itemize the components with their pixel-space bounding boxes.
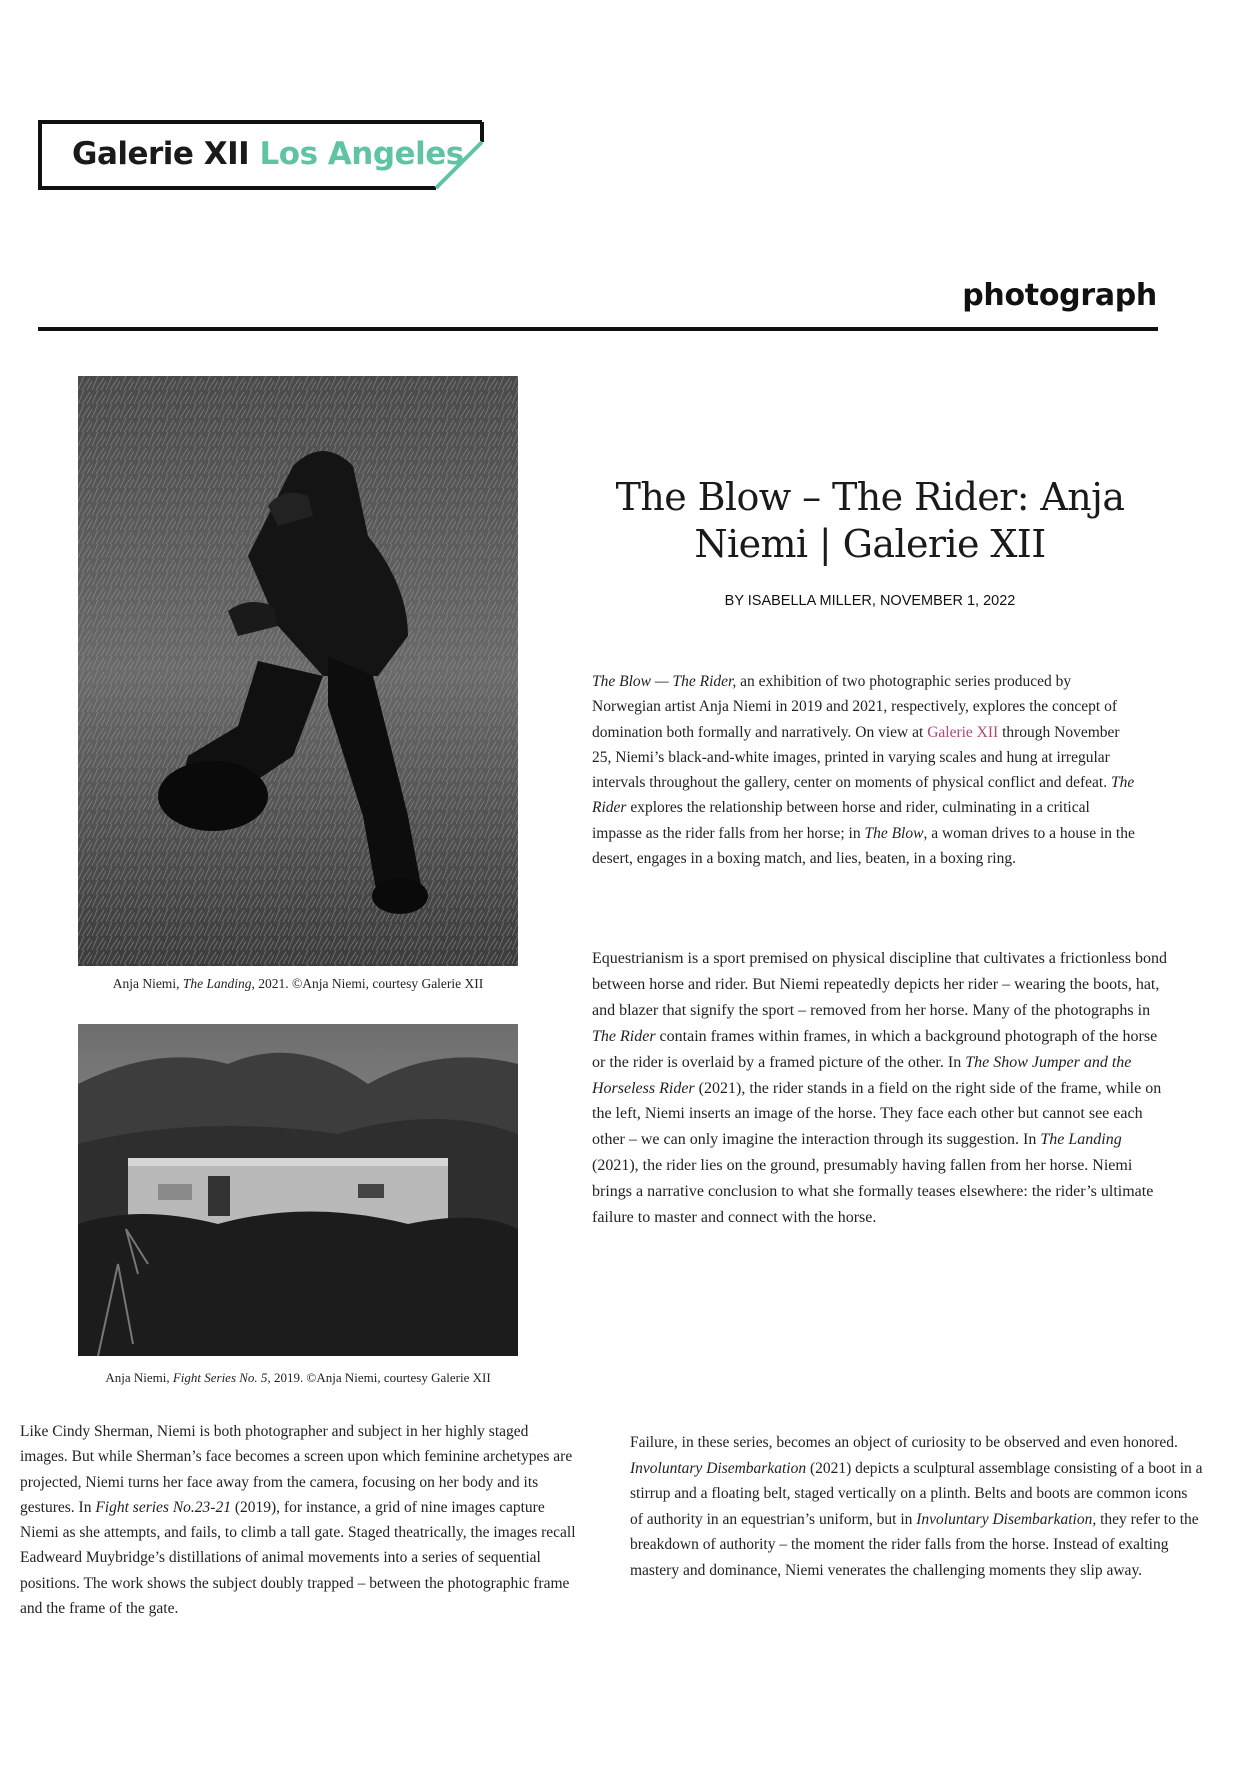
paragraph-text: (2019), for instance, a grid of nine images capture Niemi as she attempts, and fails, to climb a tall gate. Staged theatrically, the images recall Eadweard Muybridge’s distillations of animal movements into a series of sequential positions. The work shows the subject doubly trapped – between the photographic frame and the frame of the gate. [20,1498,576,1618]
caption-prefix: Anja Niemi, [112,976,183,991]
italic-title: The Rider [592,774,1135,817]
article-paragraph-4 [630,1430,1204,1584]
caption-title: Fight Series No. 5 [172,1370,268,1385]
italic-title: The Rider [592,1027,656,1045]
italic-title: Involuntary Disembarkation, [916,1510,1097,1528]
photo-caption [78,1370,518,1386]
italic-title: Fight series No.23-21 [95,1498,231,1516]
caption-suffix: , 2021. ©Anja Niemi, courtesy Galerie XII [251,976,484,991]
paragraph-text: Failure, in these series, becomes an object of curiosity to be observed and even honored. [630,1434,1178,1451]
photo-the-landing [78,376,518,966]
logo-wordmark [72,136,464,172]
logo-brand: Galerie XII [72,136,250,172]
italic-title: The Blow — The Rider, [592,673,737,690]
caption-prefix: Anja Niemi, [105,1370,173,1385]
paragraph-text: they refer to the breakdown of authority – the moment the rider falls from the horse. Instead of exalting mastery and dominance, Niemi venerates the challenging moments they slip away. [630,1510,1199,1579]
section-label: photograph [962,278,1157,313]
italic-title: Involuntary Disembarkation [630,1459,807,1477]
photo-caption [78,976,518,992]
paragraph-text: (2021), the rider stands in a field on the right side of the frame, while on the left, Niemi inserts an image of the horse. They face each other but cannot see each other – we can only imagine the interaction through its suggestion. In [592,1079,1162,1149]
article-paragraph-3 [20,1419,580,1621]
caption-suffix: , 2019. ©Anja Niemi, courtesy Galerie XII [267,1370,491,1385]
gallery-logo [38,120,481,186]
paragraph-text: contain frames within frames, in which a background photograph of the horse or the rider is overlaid by a framed picture of the other. In [592,1027,1158,1071]
italic-title: The Blow [864,824,924,842]
paragraph-text: (2021) depicts a sculptural assemblage consisting of a boot in a stirrup and a floating belt, staged vertically on a plinth. Belts and boots are common icons of authority in an equestrian’s uniform, but in [630,1459,1203,1528]
paragraph-text: an exhibition of two photographic series produced by Norwegian artist Anja Niemi in 2019 and 2021, respectively, explores the concept of domination both formally and narratively. On view at [592,673,1117,741]
article-byline: BY ISABELLA MILLER, NOVEMBER 1, 2022 [724,593,1016,609]
article-title: The Blow – The Rider: Anja Niemi | Galerie XII [615,475,1125,566]
paragraph-text: through November 25, Niemi’s black-and-white images, printed in varying scales and hung at irregular intervals throughout the gallery, center on moments of physical conflict and defeat. [592,723,1120,792]
paragraph-text: , a woman drives to a house in the desert, engages in a boxing match, and lies, beaten, in a boxing ring. [592,824,1135,868]
caption-title: The Landing [182,976,252,991]
photo-fight-series [78,1024,518,1356]
paragraph-text: Like Cindy Sherman, Niemi is both photographer and subject in her highly staged images. But while Sherman’s face becomes a screen upon which feminine archetypes are projected, Niemi turns her face away from the camera, focusing on her body and its gestures. In [20,1423,573,1516]
italic-title: The Show Jumper and the Horseless Rider [592,1053,1132,1097]
paragraph-text: (2021), the rider lies on the ground, presumably having fallen from her horse. Niemi brings a narrative conclusion to what she formally teases elsewhere: the rider’s ultimate failure to master and connect with the horse. [592,1157,1154,1227]
article-paragraph-1 [592,669,1140,871]
logo-city: Los Angeles [259,136,464,172]
paragraph-text: Equestrianism is a sport premised on physical discipline that cultivates a frictionless bond between horse and rider. But Niemi repeatedly depicts her rider – wearing the boots, hat, and blazer that signify the sport – removed from her horse. Many of the photographs in [592,950,1167,1019]
gallery-link[interactable]: Galerie XII [927,723,999,741]
section-divider [38,327,1158,331]
paragraph-text: explores the relationship between horse and rider, culminating in a critical impasse as the rider falls from her horse; in [592,799,1090,842]
italic-title: The Landing [1040,1131,1122,1149]
article-paragraph-2 [592,946,1172,1231]
